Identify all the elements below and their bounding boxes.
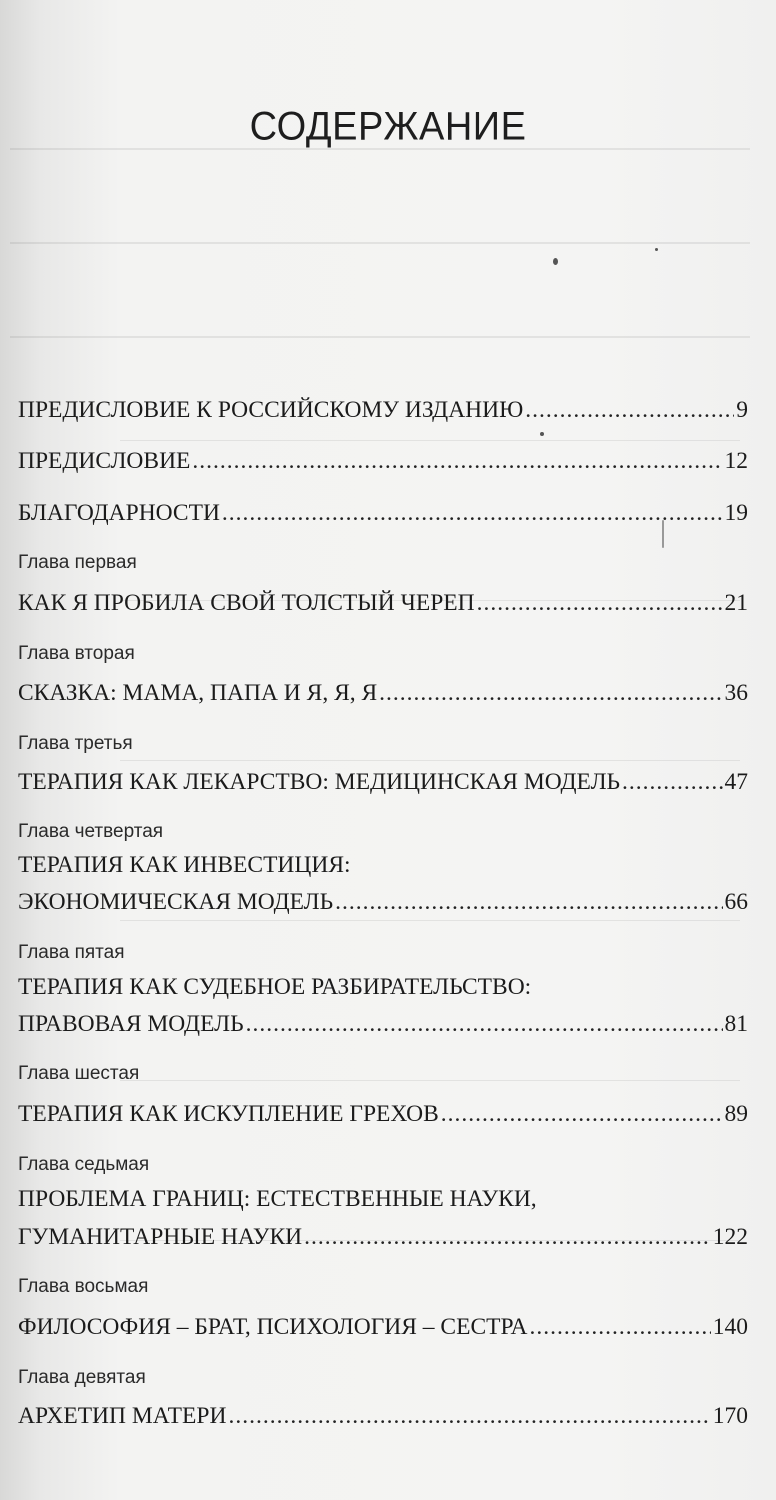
- show-through-rule: [120, 1080, 740, 1081]
- chapter-label: Глава шестая: [18, 1063, 140, 1084]
- toc-page-number: 36: [724, 680, 748, 706]
- toc-leader-dots: [222, 500, 723, 527]
- toc-entry: [18, 1011, 748, 1038]
- toc-entry-title: ТЕРАПИЯ КАК ИСКУПЛЕНИЕ ГРЕХОВ: [18, 1101, 439, 1127]
- show-through-rule: [10, 336, 750, 338]
- paper-speck: [655, 248, 658, 251]
- toc-entry-title: КАК Я ПРОБИЛА СВОЙ ТОЛСТЫЙ ЧЕРЕП: [18, 590, 475, 616]
- toc-entry: [18, 889, 748, 916]
- toc-entry: [18, 680, 748, 707]
- toc-page-number: 66: [724, 889, 748, 915]
- toc-entry-title-line: ТЕРАПИЯ КАК ИНВЕСТИЦИЯ:: [18, 852, 351, 878]
- show-through-rule: [120, 920, 740, 921]
- toc-entry-title: АРХЕТИП МАТЕРИ: [18, 1403, 227, 1429]
- toc-entry: [18, 1101, 748, 1128]
- paper-speck: [540, 432, 544, 436]
- toc-entry-title: ГУМАНИТАРНЫЕ НАУКИ: [18, 1224, 303, 1250]
- toc-entry-title-line: ПРОБЛЕМА ГРАНИЦ: ЕСТЕСТВЕННЫЕ НАУКИ,: [18, 1186, 537, 1212]
- toc-page-number: 21: [724, 590, 748, 616]
- toc-page-number: 170: [712, 1403, 748, 1429]
- toc-entry: [18, 1403, 748, 1430]
- toc-entry-title-line: ТЕРАПИЯ КАК СУДЕБНОЕ РАЗБИРАТЕЛЬСТВО:: [18, 974, 532, 1000]
- toc-leader-dots: [441, 1101, 723, 1128]
- toc-leader-dots: [192, 448, 722, 475]
- toc-entry-title: ПРЕДИСЛОВИЕ К РОССИЙСКОМУ ИЗДАНИЮ: [18, 397, 524, 423]
- chapter-label: Глава девятая: [18, 1367, 146, 1388]
- chapter-label: Глава вторая: [18, 643, 135, 664]
- toc-leader-dots: [477, 590, 723, 617]
- page-title: СОДЕРЖАНИЕ: [249, 104, 527, 150]
- toc-entry: [18, 1224, 748, 1251]
- toc-entry: [18, 397, 748, 424]
- toc-leader-dots: [228, 1403, 710, 1430]
- toc-entry-title: ТЕРАПИЯ КАК ЛЕКАРСТВО: МЕДИЦИНСКАЯ МОДЕЛЬ: [18, 769, 621, 795]
- show-through-rule: [120, 440, 740, 441]
- chapter-label: Глава восьмая: [18, 1276, 149, 1297]
- toc-entry-title: БЛАГОДАРНОСТИ: [18, 500, 220, 526]
- toc-entry-title: ЭКОНОМИЧЕСКАЯ МОДЕЛЬ: [18, 889, 334, 915]
- paper-speck: [553, 258, 558, 265]
- toc-leader-dots: [246, 1011, 723, 1038]
- toc-page-number: 47: [724, 769, 748, 795]
- show-through-rule: [120, 760, 740, 761]
- toc-page-number: 19: [724, 500, 748, 526]
- toc-entry-title: ФИЛОСОФИЯ – БРАТ, ПСИХОЛОГИЯ – СЕСТРА: [18, 1314, 528, 1340]
- chapter-label: Глава четвертая: [18, 821, 164, 842]
- toc-page-number: 81: [724, 1011, 748, 1037]
- toc-leader-dots: [525, 397, 734, 424]
- toc-entry-title: ПРАВОВАЯ МОДЕЛЬ: [18, 1011, 244, 1037]
- toc-entry: [18, 448, 748, 475]
- toc-leader-dots: [379, 680, 722, 707]
- toc-entry: [18, 500, 748, 527]
- chapter-label: Глава седьмая: [18, 1154, 150, 1175]
- toc-entry-title: ПРЕДИСЛОВИЕ: [18, 448, 191, 474]
- show-through-rule: [10, 242, 750, 244]
- toc-page-number: 122: [712, 1224, 748, 1250]
- toc-leader-dots: [622, 769, 722, 796]
- toc-entry-title: СКАЗКА: МАМА, ПАПА И Я, Я, Я: [18, 680, 378, 706]
- toc-leader-dots: [335, 889, 722, 916]
- toc-page-number: 9: [736, 397, 748, 423]
- toc-leader-dots: [304, 1224, 711, 1251]
- chapter-label: Глава пятая: [18, 942, 125, 963]
- toc-entry: [18, 590, 748, 617]
- toc-page-number: 140: [712, 1314, 748, 1340]
- toc-page-number: 89: [724, 1101, 748, 1127]
- toc-page-number: 12: [724, 448, 748, 474]
- chapter-label: Глава третья: [18, 733, 133, 754]
- toc-leader-dots: [530, 1314, 711, 1341]
- chapter-label: Глава первая: [18, 552, 137, 573]
- toc-entry: [18, 1314, 748, 1341]
- toc-entry: [18, 769, 748, 796]
